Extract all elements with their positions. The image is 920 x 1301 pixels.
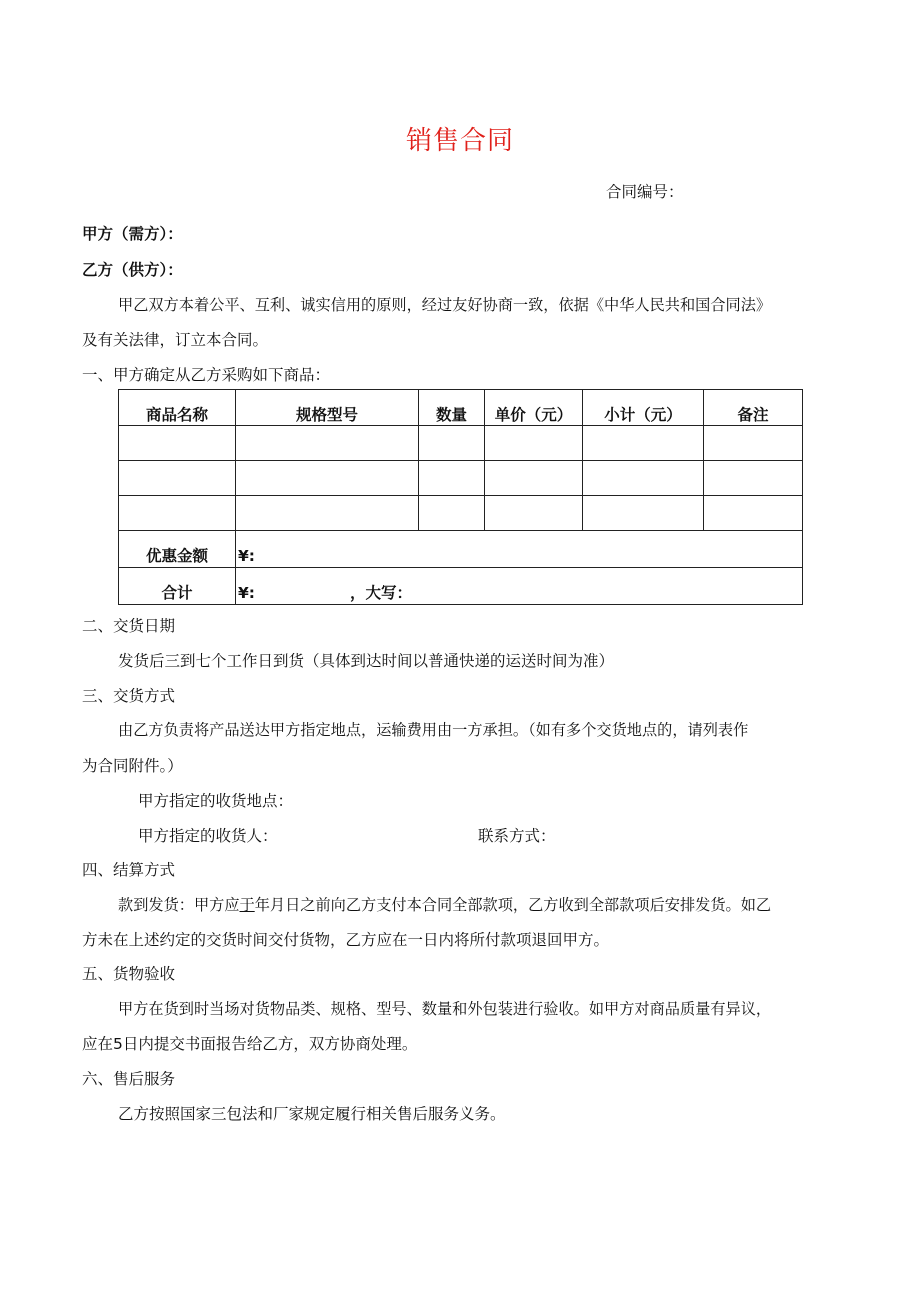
delivery-date-text: 发货后三到七个工作日到货（具体到达时间以普通快递的运送时间为准） bbox=[118, 652, 615, 670]
party-b-label: 乙方（供方）： bbox=[82, 261, 183, 279]
table-header-row bbox=[119, 390, 803, 426]
table-cell bbox=[236, 461, 419, 496]
total-upper-label: ，大写： bbox=[349, 584, 412, 602]
settlement-line-1 bbox=[118, 895, 771, 915]
table-cell bbox=[419, 496, 485, 531]
discount-label: 优惠金额 bbox=[119, 531, 236, 568]
settlement-line-2: 方未在上述约定的交货时间交付货物，乙方应在一日内将所付款项退回甲方。 bbox=[82, 931, 610, 949]
delivery-address-label: 甲方指定的收货地点： bbox=[138, 792, 294, 810]
table-cell bbox=[583, 496, 704, 531]
header-subtotal: 小计（元） bbox=[583, 390, 704, 426]
table-cell bbox=[583, 461, 704, 496]
header-quantity: 数量 bbox=[419, 390, 485, 426]
header-unit-price: 单价（元） bbox=[485, 390, 583, 426]
party-a-label: 甲方（需方）： bbox=[82, 225, 183, 243]
discount-value: ¥: bbox=[236, 531, 803, 568]
table-row bbox=[119, 426, 803, 461]
table-cell bbox=[419, 426, 485, 461]
intro-line-2: 及有关法律，订立本合同。 bbox=[82, 331, 269, 349]
table-cell bbox=[485, 496, 583, 531]
after-sales-text: 乙方按照国家三包法和厂家规定履行相关售后服务义务。 bbox=[118, 1105, 506, 1123]
contract-number-label: 合同编号： bbox=[606, 183, 684, 201]
delivery-method-line-2: 为合同附件。） bbox=[82, 757, 183, 775]
table-cell bbox=[704, 461, 803, 496]
table-cell bbox=[419, 461, 485, 496]
section-2-heading: 二、交货日期 bbox=[82, 617, 176, 635]
header-remarks: 备注 bbox=[704, 390, 803, 426]
contact-label: 联系方式： bbox=[478, 827, 556, 845]
table-cell bbox=[236, 426, 419, 461]
settlement-text-c: 年月日之前向乙方支付本合同全部款项，乙方收到全部款项后安排发货。如乙 bbox=[254, 896, 772, 914]
section-6-heading: 六、售后服务 bbox=[82, 1070, 176, 1088]
total-row bbox=[119, 568, 803, 605]
section-1-heading: 一、甲方确定从乙方采购如下商品： bbox=[82, 366, 331, 384]
contract-title: 销售合同 bbox=[405, 126, 514, 156]
section-3-heading: 三、交货方式 bbox=[82, 687, 176, 705]
total-value-cell bbox=[236, 568, 803, 605]
table-cell bbox=[583, 426, 704, 461]
inspection-line-1: 甲方在货到时当场对货物品类、规格、型号、数量和外包装进行验收。如甲方对商品质量有异议， bbox=[118, 1000, 772, 1018]
settlement-text-b: 于 bbox=[239, 896, 255, 914]
table-row bbox=[119, 461, 803, 496]
goods-table bbox=[118, 389, 803, 605]
intro-line-1: 甲乙双方本着公平、互利、诚实信用的原则，经过友好协商一致，依据《中华人民共和国合同法》 bbox=[118, 296, 772, 314]
table-cell bbox=[704, 496, 803, 531]
header-product-name: 商品名称 bbox=[119, 390, 236, 426]
table-cell bbox=[236, 496, 419, 531]
table-cell bbox=[485, 426, 583, 461]
settlement-text-a: 款到发货：甲方应 bbox=[118, 896, 240, 914]
total-label: 合计 bbox=[119, 568, 236, 605]
table-cell bbox=[119, 496, 236, 531]
table-cell bbox=[119, 461, 236, 496]
receiver-label: 甲方指定的收货人： bbox=[138, 827, 278, 845]
table-cell bbox=[704, 426, 803, 461]
header-spec-model: 规格型号 bbox=[236, 390, 419, 426]
table-row bbox=[119, 496, 803, 531]
discount-row bbox=[119, 531, 803, 568]
delivery-method-line-1: 由乙方负责将产品送达甲方指定地点，运输费用由一方承担。（如有多个交货地点的，请列表作 bbox=[118, 721, 749, 739]
section-5-heading: 五、货物验收 bbox=[82, 965, 176, 983]
table-cell bbox=[119, 426, 236, 461]
table-cell bbox=[485, 461, 583, 496]
total-value: ¥: bbox=[238, 584, 255, 602]
inspection-line-2: 应在5日内提交书面报告给乙方，双方协商处理。 bbox=[82, 1035, 418, 1053]
section-4-heading: 四、结算方式 bbox=[82, 861, 176, 879]
